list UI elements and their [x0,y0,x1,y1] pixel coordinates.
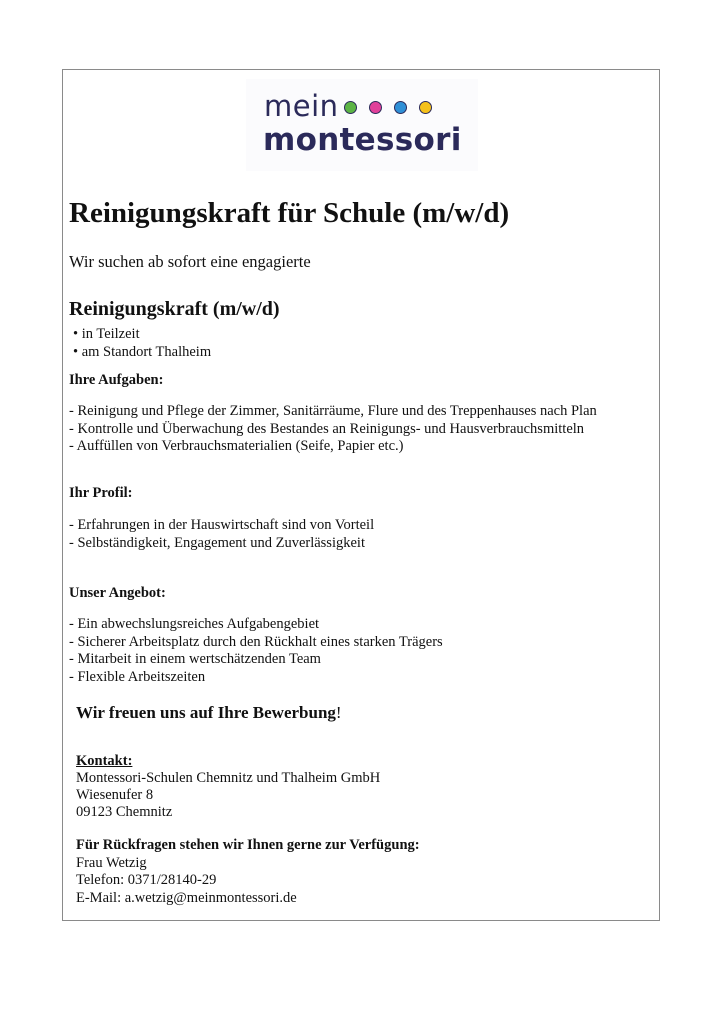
contact-street: Wiesenufer 8 [76,787,154,803]
questions-block [76,837,420,907]
logo-dots [344,101,432,114]
bullet-item: • am Standort Thalheim [73,344,212,360]
tasks-heading: Ihre Aufgaben: [69,372,164,388]
logo-dot-pink-icon [369,101,382,114]
list-item: - Reinigung und Pflege der Zimmer, Sanitärräume, Flure und des Treppenhauses nach Plan [69,403,597,419]
bullet-item: • in Teilzeit [73,326,140,342]
logo [246,79,478,171]
closing-text [76,703,342,723]
list-item: - Mitarbeit in einem wertschätzenden Team [69,651,321,667]
contact-email[interactable]: E-Mail: a.wetzig@meinmontessori.de [76,889,297,906]
list-item: - Kontrolle und Überwachung des Bestandes an Reinigungs- und Hausverbrauchsmitteln [69,420,585,437]
list-item: - Erfahrungen in der Hauswirtschaft sind von Vorteil [69,517,375,533]
closing-main: Wir freuen uns auf Ihre Bewerbung [76,703,336,722]
position-heading: Reinigungskraft (m/w/d) [69,298,280,320]
profile-list [69,517,374,552]
contact-heading: Kontakt: [76,753,133,769]
list-item: - Flexible Arbeitszeiten [69,668,206,685]
position-bullets [73,325,211,361]
logo-text-mein: mein [264,89,339,123]
contact-block [76,753,380,821]
list-item: - Selbständigkeit, Engagement und Zuverlässigkeit [69,534,365,551]
closing-punct: ! [335,703,342,722]
tasks-list [69,403,597,456]
questions-heading: Für Rückfragen stehen wir Ihnen gerne zur Verfügung: [76,837,420,853]
list-item: - Ein abwechslungsreiches Aufgabengebiet [69,616,320,632]
offer-heading: Unser Angebot: [69,585,166,601]
logo-dot-yellow-icon [419,101,432,114]
list-item: - Sicherer Arbeitsplatz durch den Rückhalt eines starken Trägers [69,633,443,650]
logo-dot-green-icon [344,101,357,114]
contact-person: Frau Wetzig [76,854,147,871]
contact-phone: Telefon: 0371/28140-29 [76,872,217,888]
page-title: Reinigungskraft für Schule (m/w/d) [69,197,510,229]
logo-dot-blue-icon [394,101,407,114]
contact-company: Montessori-Schulen Chemnitz und Thalheim GmbH [76,770,381,786]
logo-text-montessori: montessori [263,122,462,158]
intro-text: Wir suchen ab sofort eine engagierte [69,252,311,271]
contact-city: 09123 Chemnitz [76,804,173,820]
offer-list [69,616,443,686]
list-item: - Auffüllen von Verbrauchsmaterialien (Seife, Papier etc.) [69,438,404,454]
profile-heading: Ihr Profil: [69,485,133,501]
